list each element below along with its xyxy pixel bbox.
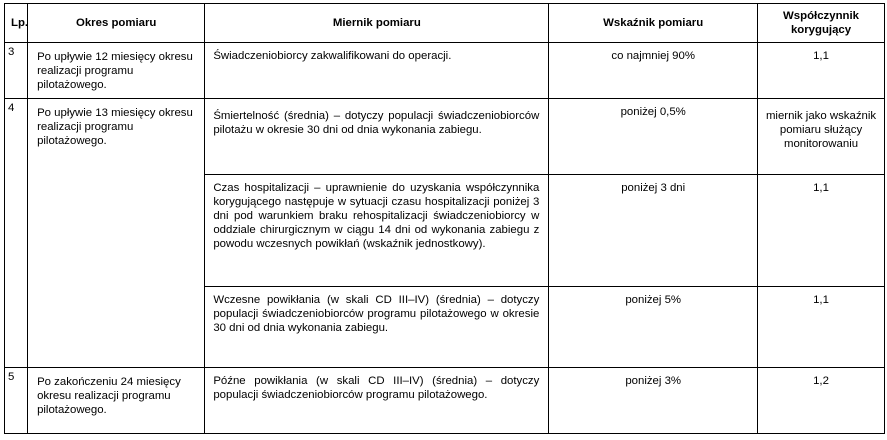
header-miernik: Miernik pomiaru: [205, 4, 549, 43]
cell-wskaznik: co najmniej 90%: [549, 43, 758, 99]
cell-wskaznik: poniżej 3 dni: [549, 175, 758, 287]
cell-wspolczynnik: 1,1: [758, 43, 885, 99]
cell-lp: 4: [5, 99, 28, 368]
cell-miernik: Późne powikłania (w skali CD III–IV) (średnia) – dotyczy populacji świadczeniobiorców programu pilotażowego.: [205, 368, 549, 434]
cell-miernik: [205, 99, 549, 175]
cell-wskaznik: poniżej 3%: [549, 368, 758, 434]
header-wskaznik: Wskaźnik pomiaru: [549, 4, 758, 43]
cell-lp: 5: [5, 368, 28, 434]
cell-wskaznik: poniżej 0,5%: [549, 99, 758, 175]
cell-wspolczynnik: 1,2: [758, 368, 885, 434]
cell-miernik: Świadczeniobiorcy zakwalifikowani do operacji.: [205, 43, 549, 99]
cell-okres: Po zakończeniu 24 miesięcy okresu realizacji programu pilotażowego.: [28, 368, 205, 434]
cell-miernik: Czas hospitalizacji – uprawnienie do uzyskania współczynnika korygującego następuje w sytuacji czasu hospitalizacji poniżej 3 dni pod warunkiem braku rehospitalizacji świadczeniobiorcy w oddziale chirurgicznym w ciągu 14 dni od wykonania zabiegu z powodu wczesnych powikłań (wskaźnik jednostkowy).: [205, 175, 549, 287]
header-lp: Lp.: [5, 4, 28, 43]
cell-wspolczynnik: [758, 99, 885, 175]
cell-miernik: Wczesne powikłania (w skali CD III–IV) (średnia) – dotyczy populacji świadczeniobiorców programu pilotażowego w okresie 30 dni od dnia wykonania zabiegu.: [205, 287, 549, 368]
table-row: [5, 43, 885, 99]
table-row: [5, 368, 885, 434]
cell-lp: 3: [5, 43, 28, 99]
cell-okres: Po upływie 12 miesięcy okresu realizacji programu pilotażowego.: [28, 43, 205, 99]
miernik-text: Śmiertelność (średnia) – dotyczy populacji świadczeniobiorców pilotażu w okresie 30 dni od dnia wykonania zabiegu.: [213, 110, 540, 136]
cell-wskaznik: poniżej 5%: [549, 287, 758, 368]
cell-wspolczynnik: 1,1: [758, 287, 885, 368]
header-wspolczynnik: Współczynnik korygujący: [758, 4, 885, 43]
header-row: [5, 4, 885, 43]
header-okres: Okres pomiaru: [28, 4, 205, 43]
measurement-table: [4, 3, 885, 434]
wspolczynnik-text: miernik jako wskaźnik pomiaru służący monitorowaniu: [765, 110, 877, 150]
cell-wspolczynnik: 1,1: [758, 175, 885, 287]
table-row: [5, 99, 885, 175]
cell-okres: Po upływie 13 miesięcy okresu realizacji programu pilotażowego.: [28, 99, 205, 368]
